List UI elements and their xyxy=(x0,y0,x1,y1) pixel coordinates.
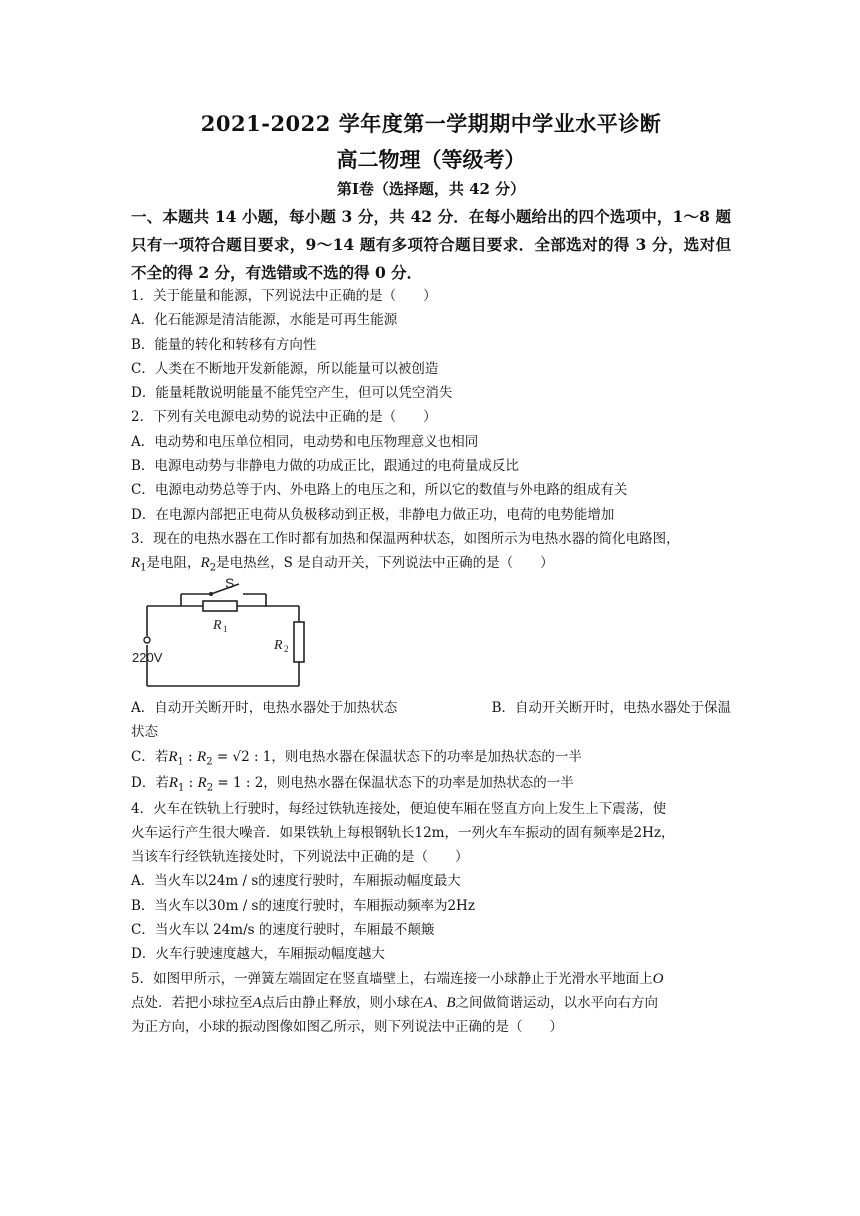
part-heading: 第Ⅰ卷（选择题，共 42 分） xyxy=(336,180,526,198)
q1-stem: 1．关于能量和能源，下列说法中正确的是（ ） xyxy=(131,288,437,304)
section-instructions: 一、本题共 14 小题，每小题 3 分，共 42 分．在每小题给出的四个选项中，1～8 题只有一项符合题目要求，9～14 题有多项符合题目要求．全部选对的得 3 分，选对但不全的得 2 分，有选错或不选的得 0 分． xyxy=(131,207,731,282)
q4-option-a: A．当火车以24m / s的速度行驶时，车厢振动幅度最大 xyxy=(131,873,461,890)
circuit-voltage-label: 220V xyxy=(132,650,163,665)
circuit-r1-subscript: 1 xyxy=(223,624,228,634)
q3-stem-line1: 3．现在的电热水器在工作时都有加热和保温两种状态，如图所示为电热水器的简化电路图， xyxy=(131,530,680,547)
q3-options-ab xyxy=(131,696,731,720)
q3-option-b-cont: 状态 xyxy=(131,724,158,741)
q4-stem-line3: 当该车行经铁轨连接处时，下列说法中正确的是（ ） xyxy=(131,849,469,866)
circuit-diagram xyxy=(131,574,321,692)
q2-option-b: B．电源电动势与非静电力做的功成正比，跟通过的电荷量成反比 xyxy=(131,458,519,475)
exam-title: 2021-2022 学年度第一学期期中学业水平诊断 xyxy=(200,111,662,136)
q1-option-a: A．化石能源是清洁能源，水能是可再生能源 xyxy=(131,312,398,329)
q1-option-d: D．能量耗散说明能量不能凭空产生，但可以凭空消失 xyxy=(131,385,453,402)
circuit-r2-subscript: 2 xyxy=(284,644,289,654)
q5-stem-line1: 5．如图甲所示，一弹簧左端固定在竖直墙壁上，右端连接一小球静止于光滑水平地面上O xyxy=(131,970,664,987)
q4-option-c: C．当火车以 24m/s 的速度行驶时，车厢最不颠簸 xyxy=(131,922,435,939)
exam-subtitle: 高二物理（等级考） xyxy=(336,147,526,172)
q1-option-c: C．人类在不断地开发新能源，所以能量可以被创造 xyxy=(131,360,439,377)
q4-stem-line1: 4．火车在铁轨上行驶时，每经过铁轨连接处，便迫使车厢在竖直方向上发生上下震荡，使 xyxy=(131,800,667,817)
q3-option-a: A．自动开关断开时，电热水器处于加热状态 xyxy=(131,700,398,716)
q2-stem: 2．下列有关电源电动势的说法中正确的是（ ） xyxy=(131,409,437,426)
q5-stem-line2: 点处．若把小球拉至A点后由静止释放，则小球在A、B之间做简谐运动，以水平向右方向 xyxy=(131,994,659,1011)
q4-stem-line2: 火车运行产生很大噪音．如果铁轨上每根钢轨长12m，一列火车车振动的固有频率是2Hz， xyxy=(131,824,675,841)
q3-option-c: C．若$R_1$ : $R_2 = √2$ : 1，则电热水器在保温状态下的功率是加热状态的一半 xyxy=(131,748,582,768)
q4-option-b: B．当火车以30m / s的速度行驶时，车厢振动频率为2Hz xyxy=(131,897,475,914)
q1-option-b: B．能量的转化和转移有方向性 xyxy=(131,336,317,353)
questions-block-1 xyxy=(131,284,731,576)
q4-option-d: D．火车行驶速度越大，车厢振动幅度越大 xyxy=(131,946,385,963)
q2-option-a: A．电动势和电压单位相同，电动势和电压物理意义也相同 xyxy=(131,433,479,450)
q5-stem-line3: 为正方向，小球的振动图像如图乙所示，则下列说法中正确的是（ ） xyxy=(131,1019,563,1036)
circuit-r1-label: R xyxy=(213,618,222,633)
q2-option-d: D．在电源内部把正电荷从负极移动到正极，非静电力做正功，电荷的电势能增加 xyxy=(131,506,615,523)
circuit-r2-label: R xyxy=(274,638,283,653)
q2-option-c: C．电源电动势总等于内、外电路上的电压之和，所以它的数值与外电路的组成有关 xyxy=(131,482,628,499)
q3-option-b: B．自动开关断开时，电热水器处于保温 xyxy=(491,700,731,716)
q3-stem-line2: $R_1$是电阻，$R_2$是电热丝，S 是自动开关，下列说法中正确的是（ ） xyxy=(131,555,554,574)
circuit-switch-label: S xyxy=(225,575,235,591)
questions-block-2 xyxy=(131,696,731,1040)
q3-option-d: D．若$R_1$ : $R_2 = 1$ : 2，则电热水器在保温状态下的功率是加热状态的一半 xyxy=(131,774,574,794)
